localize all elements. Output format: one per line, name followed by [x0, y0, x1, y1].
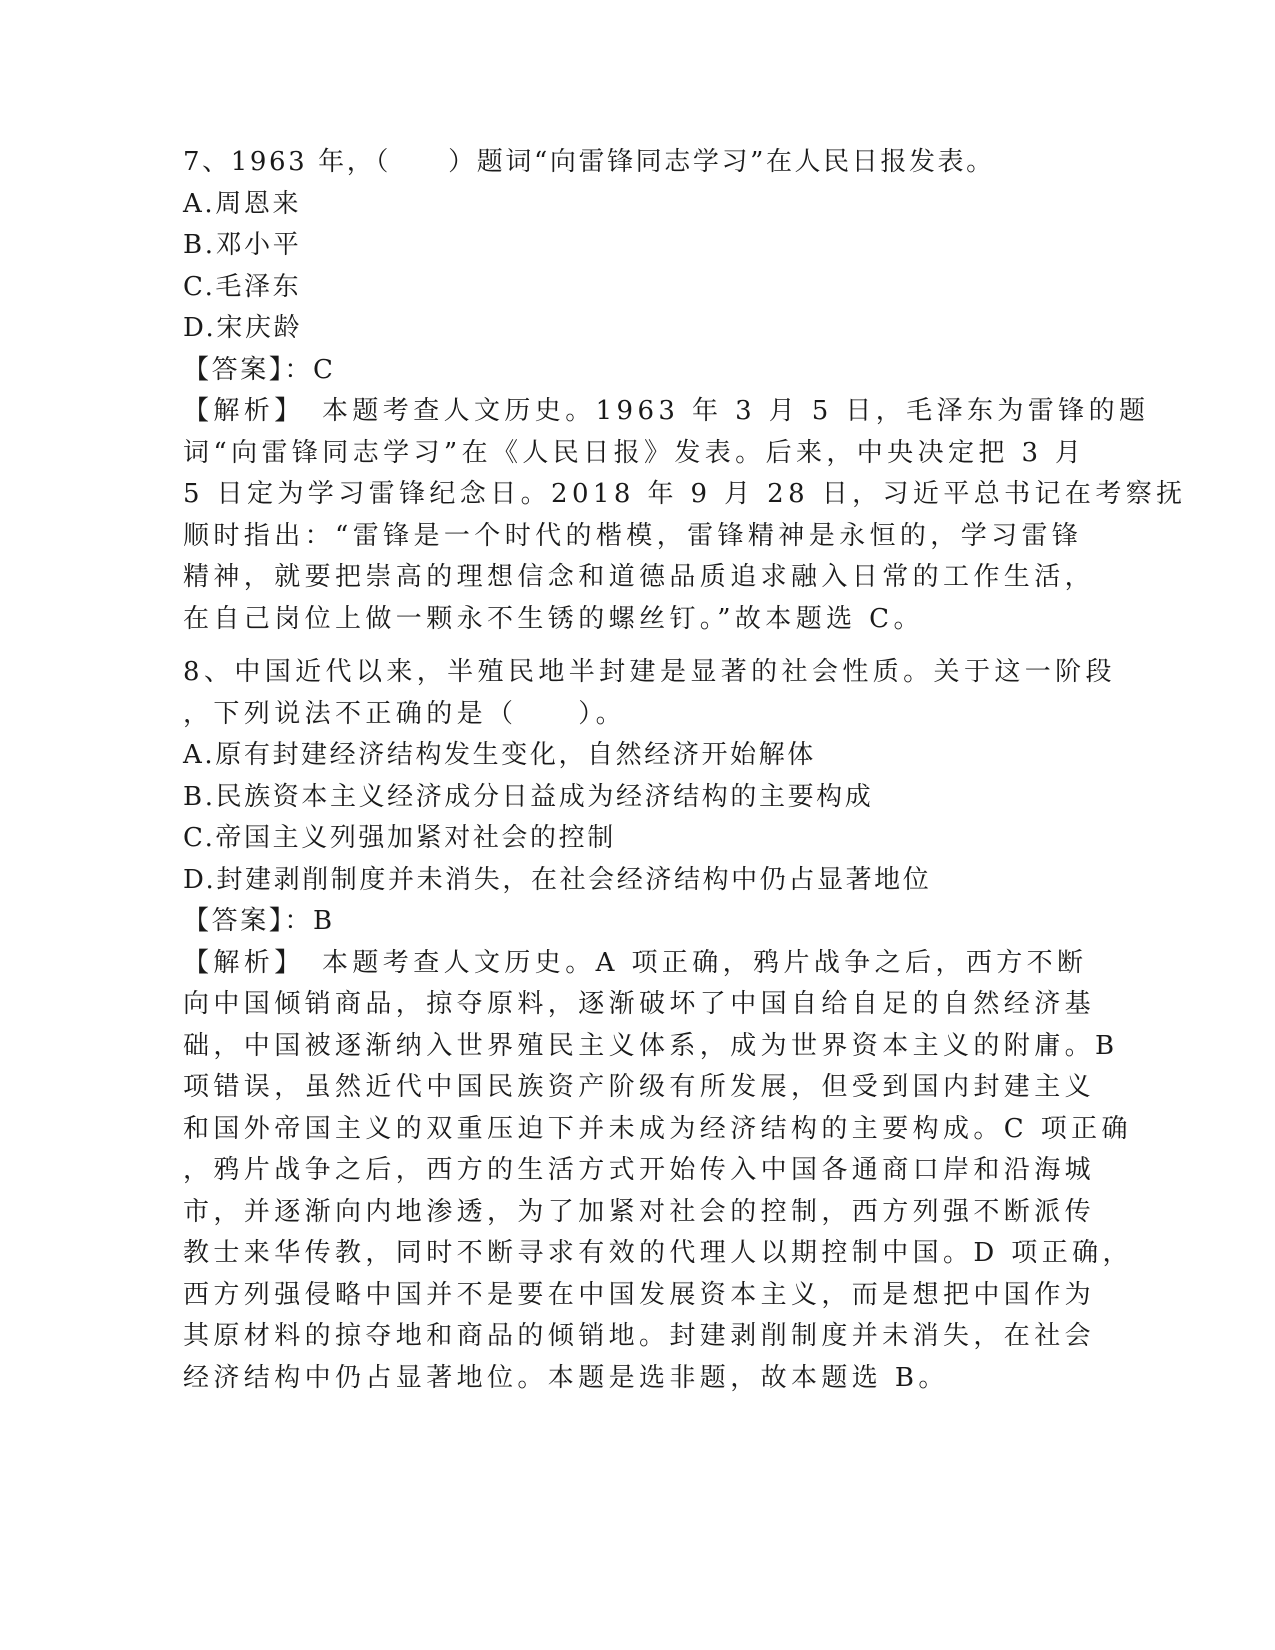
analysis-line: 向中国倾销商品，掠夺原料，逐渐破坏了中国自给自足的自然经济基 — [183, 989, 1096, 1019]
analysis-paragraph — [183, 391, 1187, 640]
analysis-line: 【解析】 本题考查人文历史。1963 年 3 月 5 日，毛泽东为雷锋的题 — [183, 396, 1150, 426]
analysis-line: 市，并逐渐向内地渗透，为了加紧对社会的控制，西方列强不断派传 — [183, 1196, 1096, 1227]
option-b: B.民族资本主义经济成分日益成为经济结构的主要构成 — [183, 781, 874, 812]
analysis-line: 其原材料的掠夺地和商品的倾销地。封建剥削制度并未消失，在社会 — [183, 1321, 1096, 1351]
analysis-paragraph — [183, 943, 1133, 1400]
option-c: C.毛泽东 — [183, 271, 302, 302]
analysis-line: 【解析】 本题考查人文历史。A 项正确，鸦片战争之后，西方不断 — [183, 947, 1088, 978]
question-8 — [183, 652, 1133, 1399]
question-7 — [183, 142, 1187, 640]
option-a: A.周恩来 — [183, 188, 302, 219]
analysis-line: 5 日定为学习雷锋纪念日。2018 年 9 月 28 日，习近平总书记在考察抚 — [183, 479, 1187, 509]
analysis-line: 西方列强侵略中国并不是要在中国发展资本主义，而是想把中国作为 — [183, 1279, 1096, 1310]
answer-line: 【答案】：B — [183, 906, 335, 936]
analysis-line: 项错误，虽然近代中国民族资产阶级有所发展，但受到国内封建主义 — [183, 1072, 1096, 1102]
analysis-line: 顺时指出：“雷锋是一个时代的楷模，雷锋精神是永恒的，学习雷锋 — [183, 520, 1083, 551]
option-c: C.帝国主义列强加紧对社会的控制 — [183, 823, 616, 853]
analysis-line: 础，中国被逐渐纳入世界殖民主义体系，成为世界资本主义的附庸。B — [183, 1030, 1119, 1061]
document-page — [183, 142, 1187, 1399]
answer-line: 【答案】：C — [183, 354, 336, 385]
analysis-line: 经济结构中仍占显著地位。本题是选非题，故本题选 B。 — [183, 1362, 949, 1393]
question-stem-line: 8、中国近代以来，半殖民地半封建是显著的社会性质。关于这一阶段 — [183, 657, 1116, 687]
option-d: D.宋庆龄 — [183, 313, 303, 343]
analysis-line: 教士来华传教，同时不断寻求有效的代理人以期控制中国。D 项正确， — [183, 1238, 1133, 1268]
option-b: B.邓小平 — [183, 230, 302, 260]
option-a: A.原有封建经济结构发生变化，自然经济开始解体 — [183, 740, 816, 770]
analysis-line: 精神，就要把崇高的理想信念和道德品质追求融入日常的工作生活， — [183, 562, 1096, 592]
analysis-line: 词“向雷锋同志学习”在《人民日报》发表。后来，中央决定把 3 月 — [183, 437, 1086, 468]
option-d: D.封建剥削制度并未消失，在社会经济结构中仍占显著地位 — [183, 864, 932, 895]
question-stem — [183, 652, 1116, 735]
analysis-line: 在自己岗位上做一颗永不生锈的螺丝钉。”故本题选 C。 — [183, 603, 924, 634]
question-stem-line: 7、1963 年，（ ）题词“向雷锋同志学习”在人民日报发表。 — [183, 147, 995, 177]
analysis-line: ，鸦片战争之后，西方的生活方式开始传入中国各通商口岸和沿海城 — [183, 1155, 1096, 1185]
analysis-line: 和国外帝国主义的双重压迫下并未成为经济结构的主要构成。C 项正确 — [183, 1113, 1132, 1144]
question-stem-line: ，下列说法不正确的是（ ）。 — [183, 698, 627, 729]
